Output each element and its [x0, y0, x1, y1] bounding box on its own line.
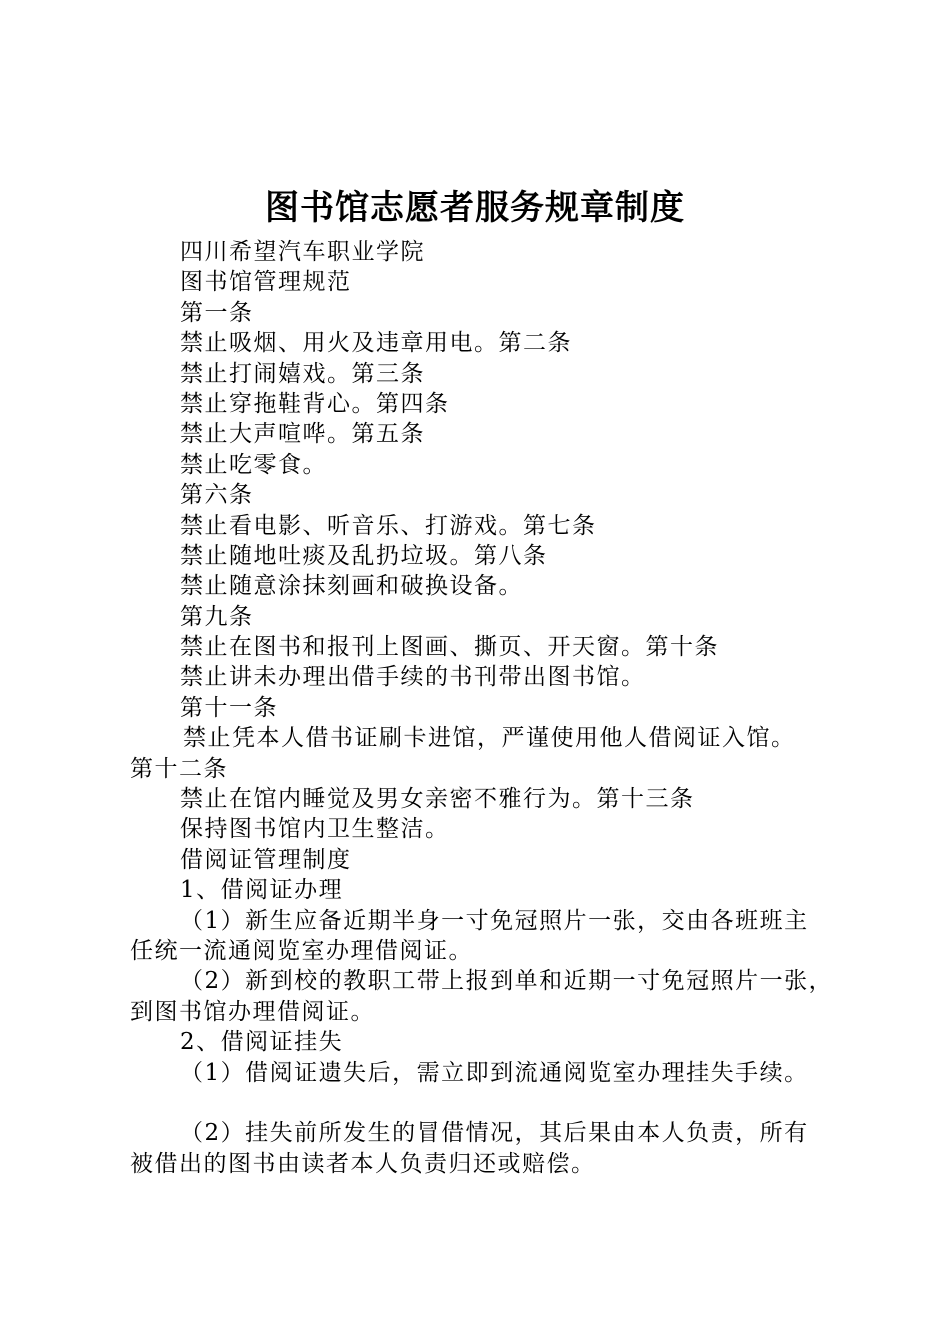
paragraph-line: 禁止吃零食。	[180, 451, 327, 478]
document-title: 图书馆志愿者服务规章制度	[265, 188, 685, 228]
paragraph-line: 禁止打闹嬉戏。第三条	[180, 360, 425, 387]
paragraph-line: （1）借阅证遗失后，需立即到流通阅览室办理挂失手续。	[180, 1059, 809, 1086]
paragraph-line: 借阅证管理制度	[180, 846, 352, 873]
paragraph-line: 第九条	[180, 603, 254, 630]
paragraph-line: 禁止穿拖鞋背心。第四条	[180, 390, 450, 417]
paragraph-line: 图书馆管理规范	[180, 269, 352, 296]
paragraph-line: 禁止随地吐痰及乱扔垃圾。第八条	[180, 542, 548, 569]
paragraph-line: 保持图书馆内卫生整洁。	[180, 816, 450, 843]
paragraph-line: 第六条	[180, 482, 254, 509]
paragraph-line: 第一条	[180, 299, 254, 326]
paragraph-line: 禁止看电影、听音乐、打游戏。第七条	[180, 512, 597, 539]
paragraph-line: 禁止凭本人借书证刷卡进馆，严谨使用他人借阅证入馆。	[183, 725, 796, 752]
paragraph-line: （1）新生应备近期半身一寸免冠照片一张，交由各班班主	[180, 907, 809, 934]
paragraph-line: 禁止随意涂抹刻画和破换设备。	[180, 573, 523, 600]
paragraph-line: 第十二条	[130, 755, 228, 782]
paragraph-line: 禁止讲未办理出借手续的书刊带出图书馆。	[180, 664, 646, 691]
paragraph-line: 任统一流通阅览室办理借阅证。	[130, 937, 473, 964]
paragraph-line: 被借出的图书由读者本人负责归还或赔偿。	[130, 1150, 596, 1177]
paragraph-line: 1、借阅证办理	[180, 877, 344, 904]
document-body	[130, 237, 850, 1179]
paragraph-line: 禁止吸烟、用火及违章用电。第二条	[180, 330, 572, 357]
paragraph-line: 禁止大声喧哗。第五条	[180, 421, 425, 448]
paragraph-line: 2、借阅证挂失	[180, 1029, 344, 1056]
paragraph-line: 第十一条	[180, 694, 278, 721]
paragraph-line: 禁止在馆内睡觉及男女亲密不雅行为。第十三条	[180, 786, 695, 813]
blank-line	[130, 1088, 850, 1118]
paragraph-line: （2）新到校的教职工带上报到单和近期一寸免冠照片一张，	[180, 968, 834, 995]
paragraph-line: （2）挂失前所发生的冒借情况，其后果由本人负责，所有	[180, 1120, 809, 1147]
paragraph-line: 四川希望汽车职业学院	[180, 239, 425, 265]
paragraph-line: 禁止在图书和报刊上图画、撕页、开天窗。第十条	[180, 634, 719, 661]
paragraph-line: 到图书馆办理借阅证。	[130, 998, 375, 1025]
